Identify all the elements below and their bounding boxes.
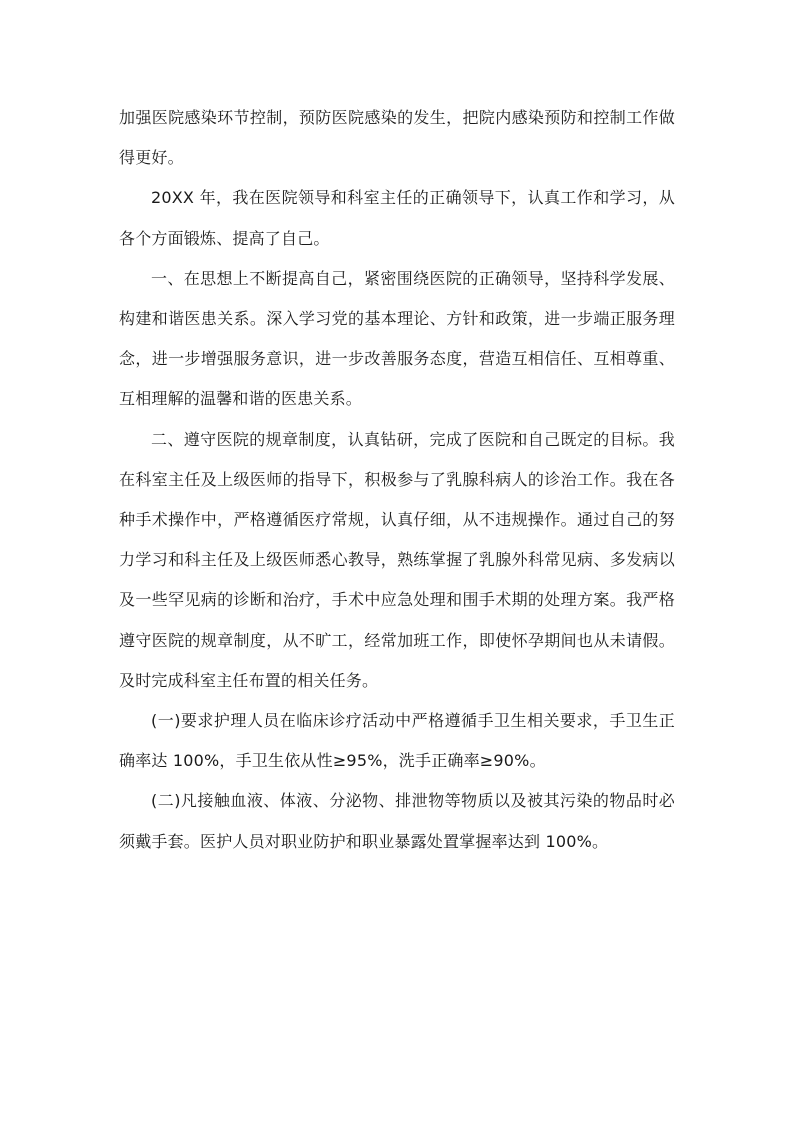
paragraph-item-two-gloves: (二)凡接触血液、体液、分泌物、排泄物等物质以及被其污染的物品时必须戴手套。医护人员对职业防护和职业暴露处置掌握率达到 100%。 (119, 791, 675, 851)
paragraph-section-two-rules: 二、遵守医院的规章制度，认真钻研，完成了医院和自己既定的目标。我在科室主任及上级医师的指导下，积极参与了乳腺科病人的诊治工作。我在各种手术操作中，严格遵循医疗常规，认真仔细，从不违规操作。通过自己的努力学习和科主任及上级医师悉心教导，熟练掌握了乳腺外科常见病、多发病以及一些罕见病的诊断和治疗，手术中应急处理和围手术期的处理方案。我严格遵守医院的规章制度，从不旷工，经常加班工作，即使怀孕期间也从未请假。及时完成科室主任布置的相关任务。 (119, 429, 675, 690)
paragraph-item-one-hand-hygiene: (一)要求护理人员在临床诊疗活动中严格遵循手卫生相关要求，手卫生正确率达 100%，手卫生依从性≥95%，洗手正确率≥90%。 (119, 711, 675, 771)
paragraph-section-one-ideology: 一、在思想上不断提高自己，紧密围绕医院的正确领导，坚持科学发展、构建和谐医患关系。深入学习党的基本理论、方针和政策，进一步端正服务理念，进一步增强服务意识，进一步改善服务态度，营造互相信任、互相尊重、互相理解的温馨和谐的医患关系。 (119, 268, 675, 409)
paragraph-infection-control-continuation: 加强医院感染环节控制，预防医院感染的发生，把院内感染预防和控制工作做得更好。 (119, 108, 675, 168)
paragraph-year-summary: 20XX 年，我在医院领导和科室主任的正确领导下，认真工作和学习，从各个方面锻炼、提高了自己。 (119, 188, 675, 248)
document-body (119, 98, 675, 862)
